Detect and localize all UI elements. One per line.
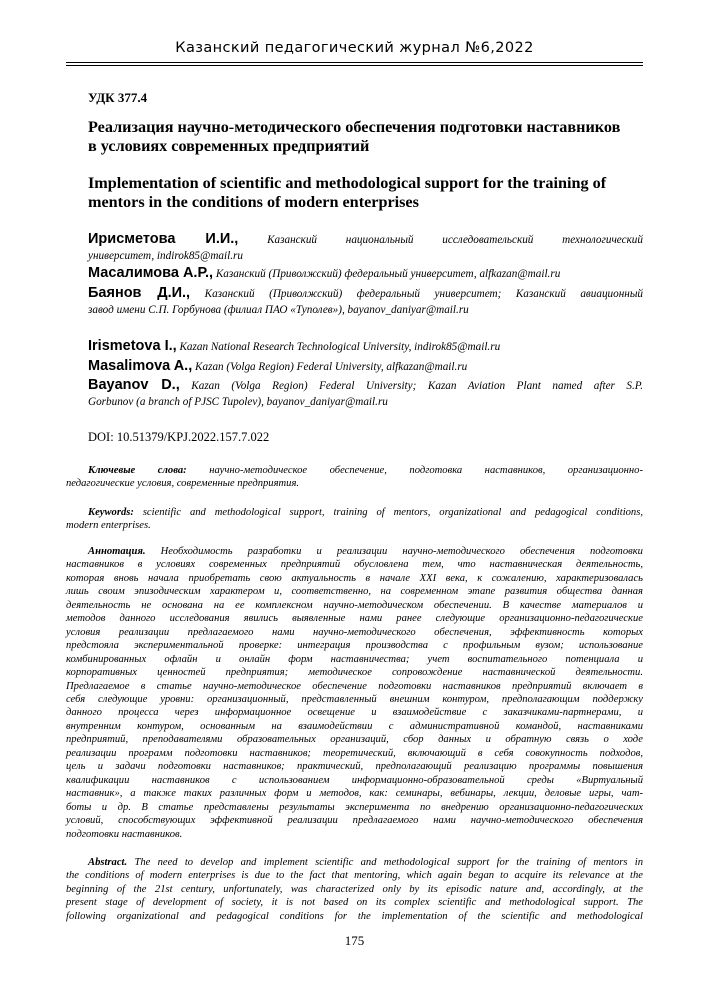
abstract-line <box>66 856 643 869</box>
keywords-english <box>66 506 643 533</box>
author-line <box>88 359 643 376</box>
author-en-3 <box>88 378 643 410</box>
author-affiliation: Kazan National Research Technological University, indirok85@mail.ru <box>179 341 501 353</box>
annotation-line: методов данного исследования явились выявленные нами ранее следующие организационно-педагогические <box>66 613 643 625</box>
title-english <box>88 174 643 212</box>
abstract-text: The need to develop and implement scientific and methodological support for the training of mentors in <box>134 857 643 868</box>
author-en-1 <box>88 339 643 356</box>
annotation-line: предприятий, преподавателями образовательных организаций, сбор данных и обратную связь о ходе <box>66 734 643 746</box>
annotation-text: Необходимость разработки и реализации научно-методического обеспечения подготовки <box>160 546 643 557</box>
annotation-line: боты и др. В статье представлены результаты эксперимента по внедрению организационно-педагогических <box>66 801 643 813</box>
annotation-line: лишь своим эпизодическим характером и, соответственно, на современном этапе развития общества данная <box>66 586 643 598</box>
annotation-line: реализации программ подготовки наставников; теоретический, включающий в себя совокупность подходов, <box>66 747 643 759</box>
keywords-line: педагогические условия, современные предприятия. <box>66 478 300 490</box>
annotation-label: Аннотация. <box>88 546 146 557</box>
author-affiliation: Kazan (Volga Region) Federal University; Kazan Aviation Plant named after S.P. <box>191 380 643 392</box>
annotation-line: которая вновь начала приобретать свою актуальность в начале XXI века, к сожалению, характеризовалась <box>66 572 643 584</box>
annotation-line: внутренним контуром, основанным на взаимодействии с административной командой, наставниками <box>66 720 643 732</box>
title-en-line: mentors in the conditions of modern enterprises <box>88 193 419 211</box>
header-rule-top <box>66 62 643 63</box>
author-ru-2 <box>88 266 643 283</box>
keywords-label: Keywords: <box>88 507 134 518</box>
author-en-2 <box>88 359 643 376</box>
author-ru-1 <box>88 232 643 264</box>
annotation-russian <box>66 545 643 841</box>
author-name: Masalimova A., <box>88 358 193 374</box>
author-affiliation: Kazan (Volga Region) Federal University, alfkazan@mail.ru <box>195 361 468 373</box>
udk-code: УДК 377.4 <box>88 90 148 105</box>
keywords-line <box>66 464 643 477</box>
keywords-label: Ключевые слова: <box>88 465 187 476</box>
annotation-line: данного процесса через информационное освещение и взаимодействие с заказчиками-партнерами, и <box>66 707 643 719</box>
author-line <box>88 339 643 356</box>
abstract-line: the conditions of modern enterprises is due to the fact that mentoring, which again began to acquire its relevance at the <box>66 870 643 882</box>
abstract-label: Abstract. <box>88 857 128 868</box>
author-line <box>88 378 643 395</box>
annotation-line: наставник», а также таких различных форм и методов, как: семинары, вебинары, лекции, деловые игры, чат- <box>66 788 643 800</box>
author-name: Irismetova I., <box>88 338 177 354</box>
author-name: Баянов Д.И., <box>88 285 191 301</box>
author-affiliation: Казанский (Приволжский) федеральный университет; Казанский авиационный <box>204 288 644 300</box>
author-affiliation: Gorbunov (a branch of PJSC Tupolev), bayanov_daniyar@mail.ru <box>88 395 388 408</box>
author-ru-3 <box>88 286 643 318</box>
keywords-line <box>66 506 643 519</box>
author-affiliation: Казанский национальный исследовательский технологический <box>267 234 643 246</box>
title-en-line: Implementation of scientific and methodological support for the training of <box>88 174 607 192</box>
author-line <box>88 232 643 249</box>
doi: DOI: 10.51379/KPJ.2022.157.7.022 <box>88 430 270 444</box>
annotation-line: цель и задачи подготовки наставников; практический, предполагающий реализацию программы повышения <box>66 761 643 773</box>
annotation-line: подготовки наставников. <box>66 828 183 840</box>
annotation-line: корпоративных ценностей предприятия; методическое сопровождение наставнической деятельности. <box>66 667 643 679</box>
header-rule-bottom <box>66 65 643 66</box>
keywords-text: scientific and methodological support, training of mentors, organizational and pedagogical conditions, <box>142 507 643 518</box>
annotation-line: наставников в условиях современных предприятий обусловлена тем, что наставническая деятельность, <box>66 559 643 571</box>
keywords-text: научно-методическое обеспечение, подготовка наставников, организационно- <box>209 465 643 476</box>
author-affiliation: завод имени С.П. Горбунова (филиал ПАО «Туполев»), bayanov_daniyar@mail.ru <box>88 303 469 316</box>
annotation-line: Предлагаемое в статье научно-методическое обеспечение подготовки наставников предприятий включает в <box>66 680 643 692</box>
author-affiliation: университет, indirok85@mail.ru <box>88 249 243 262</box>
author-name: Bayanov D., <box>88 377 180 393</box>
abstract-english <box>66 856 643 923</box>
annotation-line: предстояла экспериментальной проверке: интеграция производства с профильным вузом; использование <box>66 640 643 652</box>
author-name: Ирисметова И.И., <box>88 231 239 247</box>
title-ru-line: в условиях современных предприятий <box>88 137 370 155</box>
page-number: 175 <box>344 933 365 948</box>
title-russian <box>88 118 643 156</box>
abstract-line: beginning of the 21st century, unfortunately, was characterized only by its episodic nature and, accordingly, at the <box>66 883 643 895</box>
running-header: Казанский педагогический журнал №6,2022 <box>175 40 534 56</box>
author-affiliation: Казанский (Приволжский) федеральный университет, alfkazan@mail.ru <box>215 268 561 280</box>
keywords-line: modern enterprises. <box>66 520 151 532</box>
abstract-line: present stage of development of society, it is not based on its complex scientific and methodological support. The <box>66 897 643 909</box>
title-ru-line: Реализация научно-методического обеспечения подготовки наставников <box>88 118 621 136</box>
annotation-line: деятельность не основана на ее комплексном научно-методическом обеспечении. В качестве материалов и <box>66 599 643 611</box>
annotation-line: себя следующие уровни: организационный, представленный внешним контуром, предполагающим поддержку <box>66 693 643 705</box>
author-name: Масалимова А.Р., <box>88 265 214 281</box>
annotation-line: условия реализации предлагаемого нами научно-методического обеспечения, эффективность которых <box>66 626 643 638</box>
keywords-russian <box>66 464 643 491</box>
author-line <box>88 286 643 303</box>
annotation-line: квалификации наставников с использованием информационно-образовательной среды «Виртуальный <box>66 774 643 786</box>
author-line <box>88 266 643 283</box>
annotation-line: условий, способствующих эффективной реализации предлагаемого нами научно-методического обеспечения <box>66 815 643 827</box>
annotation-line <box>66 545 643 558</box>
annotation-line: комбинированных офлайн и онлайн форм наставничества; учет воспитательного потенциала и <box>66 653 643 665</box>
abstract-line: following organizational and pedagogical conditions for the implementation of the scientific and methodological <box>66 910 643 922</box>
